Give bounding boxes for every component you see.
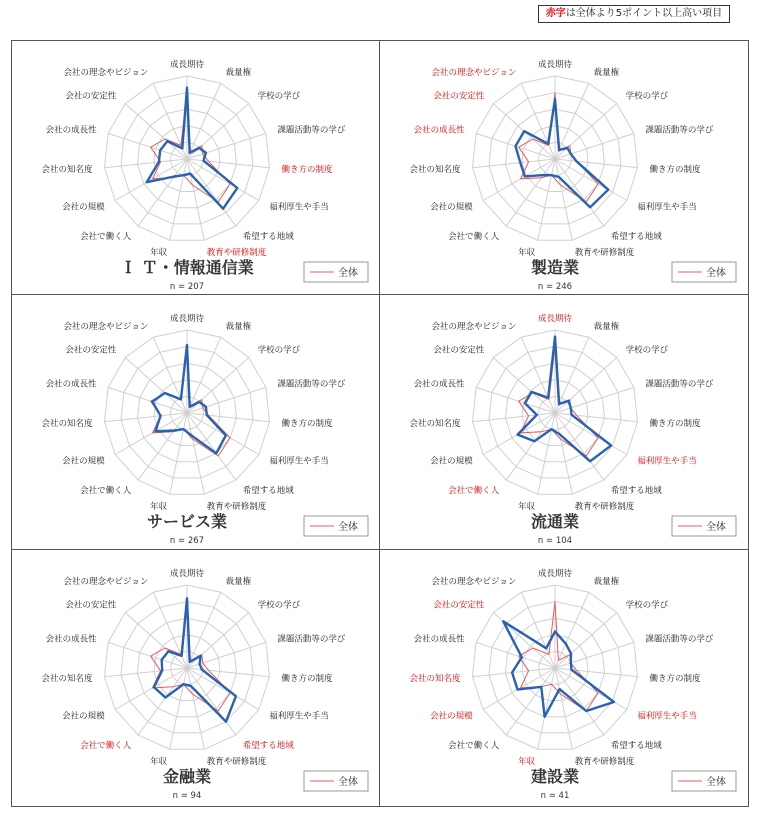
axis-label: 会社の成長性	[413, 634, 465, 645]
grid-spoke	[521, 83, 555, 159]
chart-panel-finance	[12, 550, 379, 803]
axis-label: 会社の理念やビジョン	[431, 577, 517, 588]
grid-spoke	[125, 104, 187, 160]
axis-label: 福利厚生や手当	[269, 202, 329, 213]
grid-spoke	[555, 133, 634, 159]
axis-label: 会社の成長性	[45, 125, 97, 136]
axis-label: 会社で働く人	[448, 231, 500, 242]
axis-label: 会社の成長性	[413, 125, 465, 136]
axis-label: 会社の知名度	[41, 418, 93, 429]
axis-label: 成長期待	[537, 60, 573, 70]
axis-label: 働き方の制度	[281, 418, 333, 429]
axis-label: 教育や研修制度	[206, 501, 267, 512]
axis-label: 会社の規模	[430, 456, 473, 467]
chart-panel-manufacturing	[380, 41, 747, 294]
axis-label: 働き方の制度	[649, 418, 701, 429]
axis-label: 年収	[150, 501, 168, 512]
axis-label: 会社で働く人	[80, 231, 132, 242]
sample-size-label: n = 207	[169, 282, 205, 292]
chart-panel-service	[12, 295, 379, 548]
series-line-industry	[152, 345, 226, 453]
axis-label: 年収	[150, 247, 168, 258]
grid-spoke	[493, 358, 555, 414]
axis-label: 裁量権	[593, 577, 620, 588]
axis-label: 会社の安定性	[65, 91, 117, 102]
axis-label: 教育や研修制度	[574, 247, 635, 258]
axis-label: 希望する地域	[610, 231, 662, 242]
axis-label: 会社の知名度	[409, 673, 461, 684]
sample-size-label: n = 104	[537, 536, 573, 546]
grid-spoke	[125, 358, 187, 414]
chart-panel-it	[12, 41, 379, 294]
axis-label: 教育や研修制度	[206, 247, 267, 258]
axis-label: 課題活動等の学び	[277, 379, 346, 390]
grid-spoke	[108, 387, 187, 413]
axis-label: 会社の理念やビジョン	[63, 322, 149, 333]
axis-label: 会社の規模	[430, 711, 473, 722]
grid-spoke	[521, 592, 555, 668]
axis-label: 会社の成長性	[45, 634, 97, 645]
axis-label: 会社の理念やビジョン	[63, 68, 149, 79]
axis-label: 会社の知名度	[41, 673, 93, 684]
grid-spoke	[125, 613, 187, 669]
axis-label: 会社の安定性	[433, 91, 485, 102]
legend-label: 全体	[338, 522, 358, 533]
note-text: は全体より5ポイント以上高い項目	[565, 8, 723, 19]
axis-label: 会社の規模	[430, 202, 473, 213]
axis-label: 希望する地域	[242, 231, 294, 242]
chart-title: Ｉ Ｔ・情報通信業	[120, 258, 254, 277]
axis-label: 課題活動等の学び	[277, 125, 346, 136]
axis-label: 福利厚生や手当	[637, 202, 697, 213]
axis-label: 学校の学び	[257, 345, 301, 356]
axis-label: 裁量権	[225, 577, 252, 588]
legend-note	[538, 5, 730, 23]
axis-label: 成長期待	[169, 569, 205, 579]
axis-label: 福利厚生や手当	[269, 711, 329, 722]
radar-chart	[12, 550, 379, 803]
grid-spoke	[153, 337, 187, 413]
axis-label: 福利厚生や手当	[269, 456, 329, 467]
sample-size-label: n = 267	[169, 536, 205, 546]
grid-spoke	[108, 642, 187, 668]
axis-label: 働き方の制度	[281, 673, 333, 684]
sample-size-label: n = 246	[537, 282, 573, 292]
axis-label: 福利厚生や手当	[637, 711, 697, 722]
axis-label: 会社の規模	[62, 711, 105, 722]
chart-title: 製造業	[530, 258, 580, 277]
axis-label: 働き方の制度	[649, 164, 701, 175]
axis-label: 学校の学び	[625, 600, 669, 611]
radar-chart	[380, 295, 747, 548]
axis-label: 課題活動等の学び	[277, 634, 346, 645]
legend-label: 全体	[338, 268, 358, 279]
axis-label: 成長期待	[537, 314, 573, 324]
axis-label: 会社の理念やビジョン	[431, 322, 517, 333]
axis-label: 成長期待	[169, 314, 205, 324]
legend-label: 全体	[706, 522, 726, 533]
sample-size-label: n = 41	[540, 791, 570, 801]
axis-label: 会社の知名度	[409, 164, 461, 175]
legend-label: 全体	[706, 777, 726, 788]
legend-label: 全体	[338, 777, 358, 788]
radar-chart	[12, 295, 379, 548]
axis-label: 会社の理念やビジョン	[431, 68, 517, 79]
axis-label: 希望する地域	[610, 485, 662, 496]
axis-label: 裁量権	[593, 322, 620, 333]
axis-label: 会社の成長性	[45, 379, 97, 390]
chart-panel-construction	[380, 550, 747, 803]
axis-label: 希望する地域	[242, 485, 294, 496]
axis-label: 課題活動等の学び	[645, 125, 714, 136]
sample-size-label: n = 94	[172, 791, 202, 801]
axis-label: 課題活動等の学び	[645, 379, 714, 390]
axis-label: 学校の学び	[625, 91, 669, 102]
note-red-text: 赤字	[545, 8, 566, 19]
axis-label: 学校の学び	[625, 345, 669, 356]
axis-label: 裁量権	[225, 68, 252, 79]
radar-chart	[12, 41, 379, 294]
grid-spoke	[187, 613, 249, 669]
axis-label: 裁量権	[593, 68, 620, 79]
grid-spoke	[476, 387, 555, 413]
grid-spoke	[187, 337, 221, 413]
grid-spoke	[555, 104, 617, 160]
axis-label: 会社で働く人	[80, 485, 132, 496]
chart-title: 建設業	[530, 767, 580, 786]
axis-label: 会社で働く人	[448, 485, 500, 496]
axis-label: 教育や研修制度	[574, 756, 635, 767]
axis-label: 年収	[518, 756, 536, 767]
grid-spoke	[187, 83, 221, 159]
axis-label: 学校の学び	[257, 91, 301, 102]
axis-label: 年収	[150, 756, 168, 767]
axis-label: 学校の学び	[257, 600, 301, 611]
axis-label: 会社の安定性	[433, 600, 485, 611]
chart-title: 流通業	[530, 512, 580, 531]
axis-label: 会社の規模	[62, 456, 105, 467]
axis-label: 会社の知名度	[41, 164, 93, 175]
axis-label: 成長期待	[537, 569, 573, 579]
grid-spoke	[187, 133, 266, 159]
axis-label: 会社で働く人	[448, 740, 500, 751]
axis-label: 課題活動等の学び	[645, 634, 714, 645]
axis-label: 会社の理念やビジョン	[63, 577, 149, 588]
axis-label: 働き方の制度	[281, 164, 333, 175]
axis-label: 年収	[518, 501, 536, 512]
grid-spoke	[187, 387, 266, 413]
chart-panel-distribution	[380, 295, 747, 548]
axis-label: 年収	[518, 247, 536, 258]
axis-label: 会社の安定性	[65, 600, 117, 611]
grid-spoke	[555, 358, 617, 414]
axis-label: 会社の知名度	[409, 418, 461, 429]
axis-label: 教育や研修制度	[206, 756, 267, 767]
axis-label: 会社で働く人	[80, 740, 132, 751]
radar-chart	[380, 550, 747, 803]
axis-label: 会社の安定性	[433, 345, 485, 356]
axis-label: 働き方の制度	[649, 673, 701, 684]
chart-title: 金融業	[162, 767, 212, 786]
axis-label: 裁量権	[225, 322, 252, 333]
chart-grid	[11, 40, 749, 807]
axis-label: 教育や研修制度	[574, 501, 635, 512]
axis-label: 会社の成長性	[413, 379, 465, 390]
legend-label: 全体	[706, 268, 726, 279]
axis-label: 成長期待	[169, 60, 205, 70]
axis-label: 希望する地域	[242, 740, 294, 751]
axis-label: 福利厚生や手当	[637, 456, 697, 467]
radar-chart	[380, 41, 747, 294]
chart-title: サービス業	[146, 512, 228, 531]
axis-label: 会社の規模	[62, 202, 105, 213]
axis-label: 希望する地域	[610, 740, 662, 751]
axis-label: 会社の安定性	[65, 345, 117, 356]
grid-spoke	[187, 592, 221, 668]
